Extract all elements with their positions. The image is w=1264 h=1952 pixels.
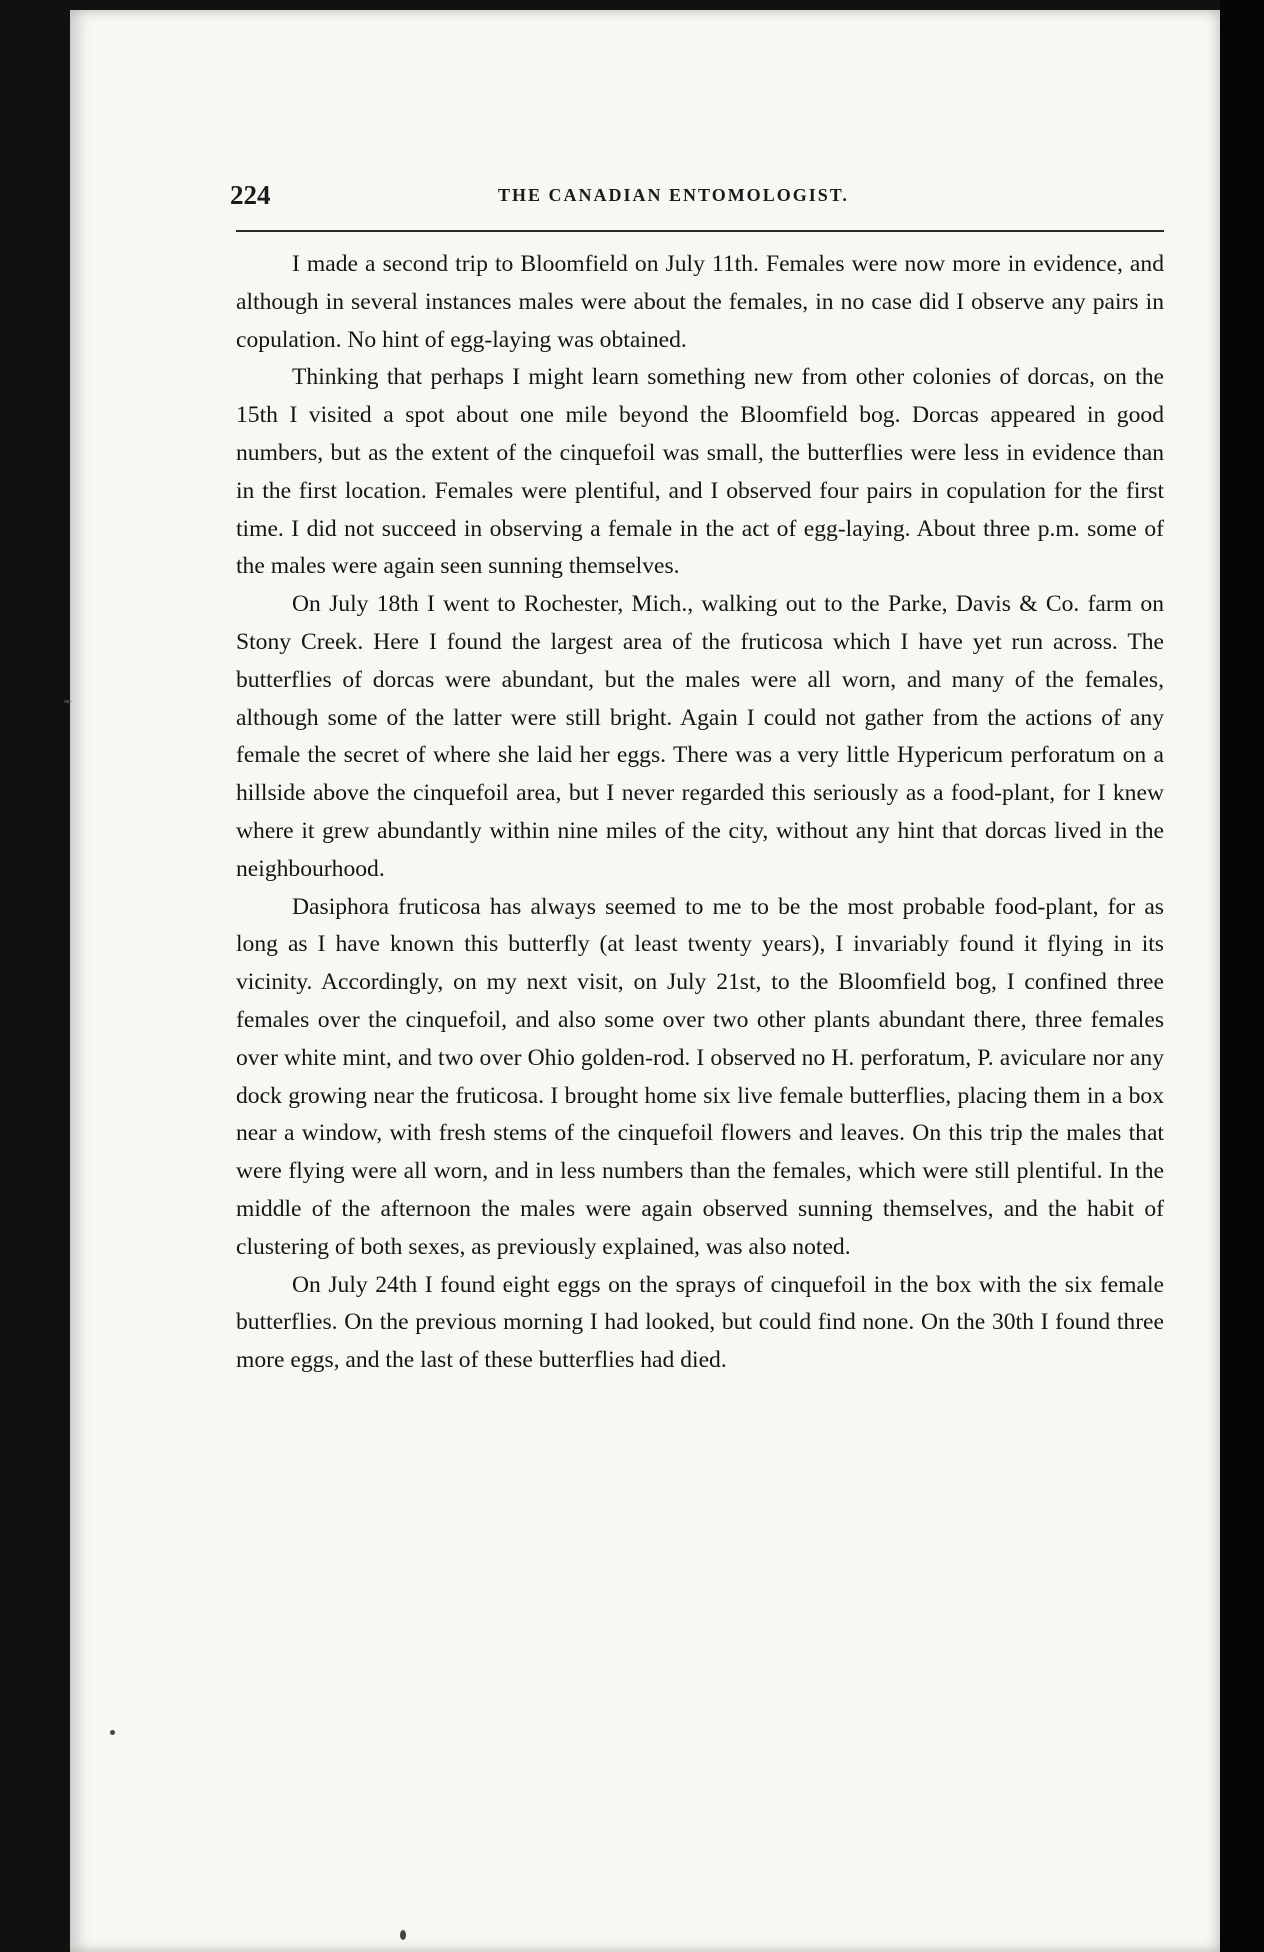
- paragraph: On July 24th I found eight eggs on the sprays of cinquefoil in the box with the six female butterflies. On the previous morning I had looked, but could find none. On the 30th I found three more eggs, and the last of these butterflies had died.: [236, 1271, 1164, 1374]
- scan-speck: [64, 700, 71, 703]
- scan-speck: [400, 1930, 406, 1940]
- page-header: [230, 180, 1167, 214]
- paragraph: Thinking that perhaps I might learn something new from other colonies of dorcas, on the 15th I visited a spot about one mile beyond the Bloomfield bog. Dorcas appeared in good numbers, but as the extent of the cinquefoil was small, the butterflies were less in evidence than in the first location. Females were plentiful, and I observed four pairs in copulation for the first time. I did not succeed in observing a female in the act of egg-laying. About three p.m. some of the males were again seen sunning themselves.: [236, 364, 1164, 580]
- scan-speck: [110, 1730, 115, 1735]
- paragraph: Dasiphora fruticosa has always seemed to me to be the most probable food-plant, for as long as I have known this butterfly (at least twenty years), I invariably found it flying in its vicinity. Accordingly, on my next visit, on July 21st, to the Bloomfield bog, I confined three females over the cinquefoil, and also some over two other plants abundant there, three females over white mint, and two over Ohio golden-rod. I observed no H. perforatum, P. aviculare nor any dock growing near the fruticosa. I brought home six live female butterflies, placing them in a box near a window, with fresh stems of the cinquefoil flowers and leaves. On this trip the males that were flying were all worn, and in less numbers than the females, which were still plentiful. In the middle of the afternoon the males were again observed sunning themselves, and the habit of clustering of both sexes, as previously explained, was also noted.: [236, 893, 1164, 1260]
- paragraph: On July 18th I went to Rochester, Mich., walking out to the Parke, Davis & Co. farm on Stony Creek. Here I found the largest area of the fruticosa which I have yet run across. The butterflies of dorcas were abundant, but the males were all worn, and many of the females, although some of the latter were still bright. Again I could not gather from the actions of any female the secret of where she laid her eggs. There was a very little Hypericum perforatum on a hillside above the cinquefoil area, but I never regarded this seriously as a food-plant, for I knew where it grew abundantly within nine miles of the city, without any hint that dorcas lived in the neighbourhood.: [236, 591, 1164, 882]
- page-number: 224: [230, 180, 271, 210]
- scan-right-edge: [1220, 0, 1264, 1952]
- header-rule: [236, 230, 1164, 232]
- paragraph: I made a second trip to Bloomfield on July 11th. Females were now more in evidence, and although in several instances males were about the females, in no case did I observe any pairs in copulation. No hint of egg-laying was obtained.: [236, 251, 1164, 353]
- article-body: [236, 246, 1164, 1380]
- running-title: THE CANADIAN ENTOMOLOGIST.: [498, 185, 849, 205]
